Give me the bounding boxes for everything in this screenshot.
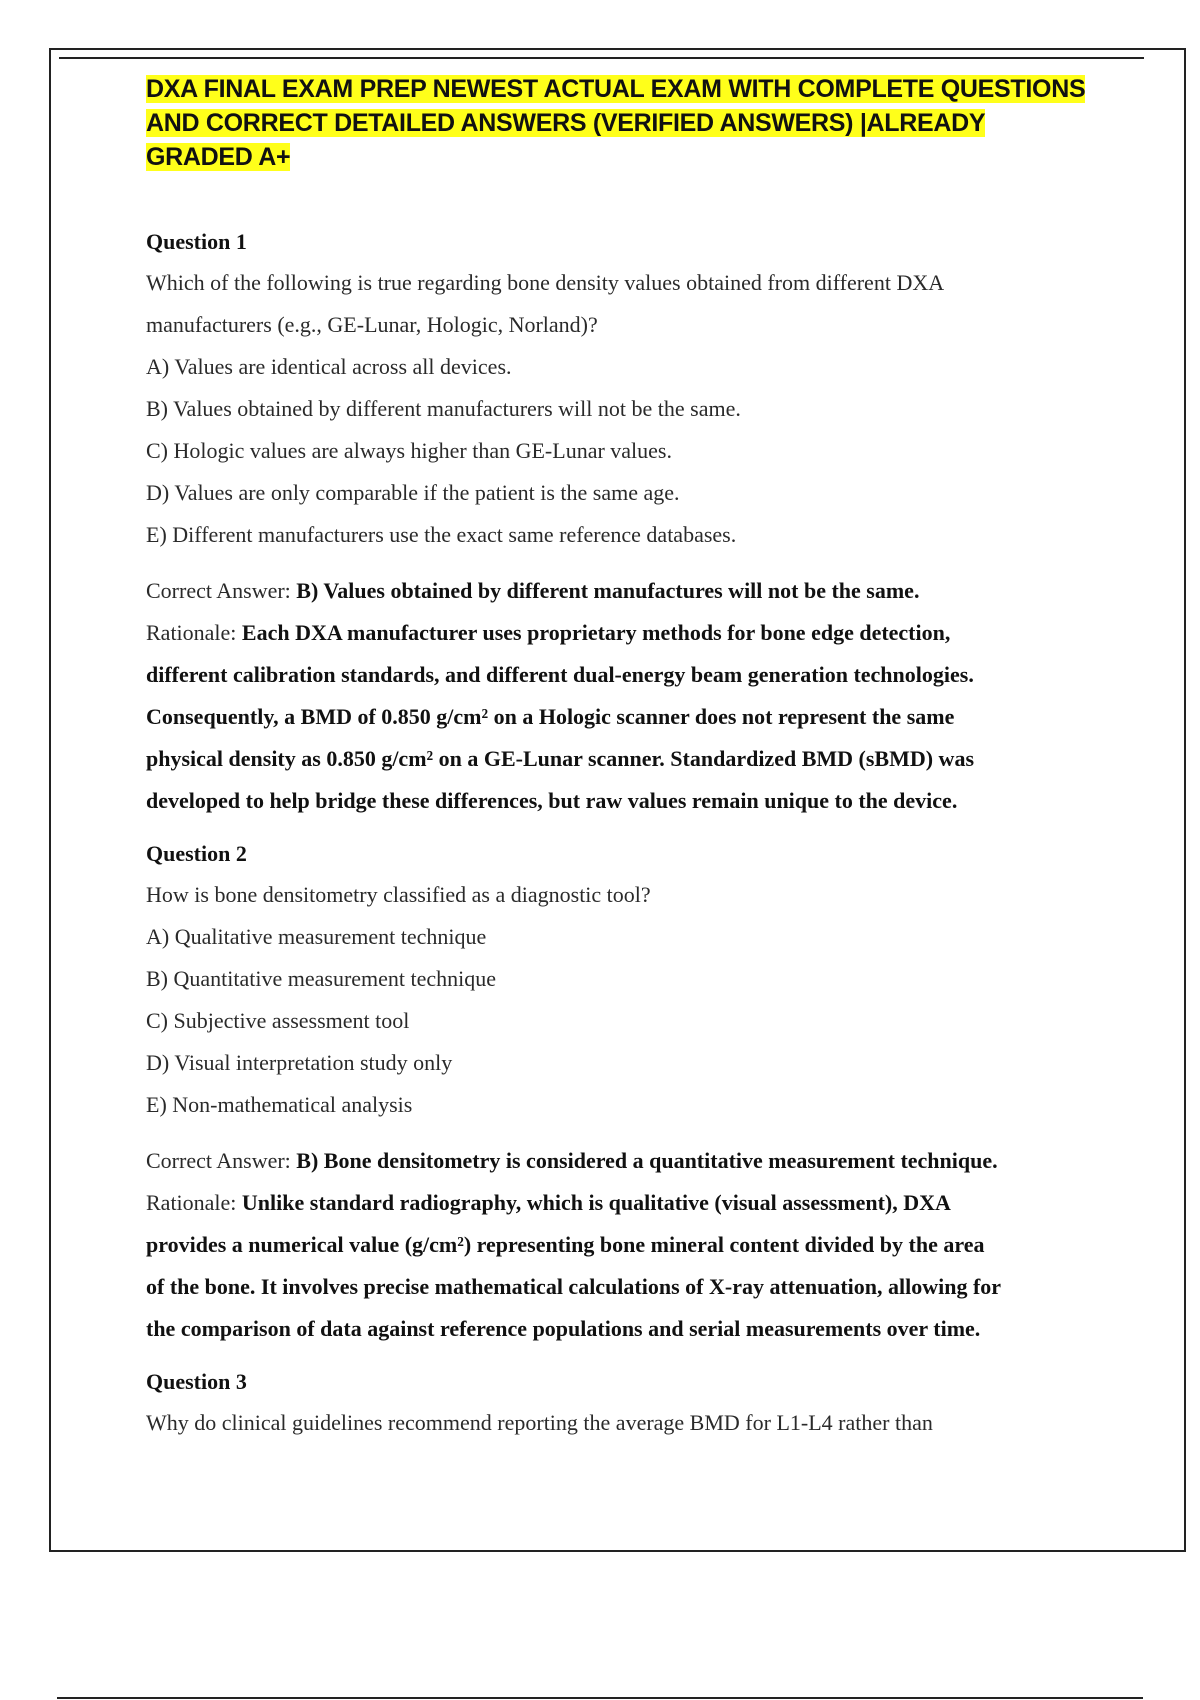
answer-label: Correct Answer: bbox=[146, 1148, 297, 1173]
option-d: D) Visual interpretation study only bbox=[146, 1050, 453, 1075]
rationale-text: of the bone. It involves precise mathematical calculations of X-ray attenuation, allowing for bbox=[146, 1274, 1002, 1299]
question-stem: manufacturers (e.g., GE-Lunar, Hologic, Norland)? bbox=[146, 312, 598, 337]
question-stem: Which of the following is true regarding bone density values obtained from different DXA bbox=[146, 270, 945, 295]
rationale-text: the comparison of data against reference populations and serial measurements over time. bbox=[146, 1316, 981, 1341]
option-e: E) Non-mathematical analysis bbox=[146, 1092, 413, 1117]
question-1 bbox=[146, 228, 1096, 822]
answer-text: B) Values obtained by different manufactures will not be the same. bbox=[296, 578, 920, 603]
question-stem: How is bone densitometry classified as a diagnostic tool? bbox=[146, 882, 651, 907]
option-a: A) Values are identical across all devices. bbox=[146, 354, 512, 379]
rationale bbox=[146, 612, 1096, 654]
question-2 bbox=[146, 840, 1096, 1350]
rationale-label: Rationale: bbox=[146, 1190, 242, 1215]
title-line-1: DXA FINAL EXAM PREP NEWEST ACTUAL EXAM WITH COMPLETE QUESTIONS bbox=[146, 75, 1086, 103]
option-b: B) Values obtained by different manufacturers will not be the same. bbox=[146, 396, 741, 421]
document-body bbox=[146, 72, 1096, 1444]
answer-text: B) Bone densitometry is considered a quantitative measurement technique. bbox=[296, 1148, 998, 1173]
option-c: C) Subjective assessment tool bbox=[146, 1008, 410, 1033]
question-heading: Question 3 bbox=[146, 1369, 247, 1394]
document-title bbox=[146, 72, 1096, 174]
correct-answer bbox=[146, 570, 1096, 612]
rationale-text: Consequently, a BMD of 0.850 g/cm² on a Hologic scanner does not represent the same bbox=[146, 704, 955, 729]
rationale-text: physical density as 0.850 g/cm² on a GE-Lunar scanner. Standardized BMD (sBMD) was bbox=[146, 746, 975, 771]
rationale-text: different calibration standards, and different dual-energy beam generation technologies. bbox=[146, 662, 974, 687]
rationale bbox=[146, 1182, 1096, 1224]
option-c: C) Hologic values are always higher than GE-Lunar values. bbox=[146, 438, 672, 463]
title-line-2: AND CORRECT DETAILED ANSWERS (VERIFIED ANSWERS) |ALREADY GRADED A+ bbox=[146, 109, 986, 171]
question-3 bbox=[146, 1368, 1096, 1444]
correct-answer bbox=[146, 1140, 1096, 1182]
option-e: E) Different manufacturers use the exact same reference databases. bbox=[146, 522, 737, 547]
rationale-label: Rationale: bbox=[146, 620, 242, 645]
rationale-text: developed to help bridge these differences, but raw values remain unique to the device. bbox=[146, 788, 958, 813]
question-heading: Question 1 bbox=[146, 229, 247, 254]
rationale-text: Unlike standard radiography, which is qualitative (visual assessment), DXA bbox=[241, 1190, 951, 1215]
option-b: B) Quantitative measurement technique bbox=[146, 966, 497, 991]
rationale-text: provides a numerical value (g/cm²) representing bone mineral content divided by the area bbox=[146, 1232, 985, 1257]
top-rule bbox=[59, 57, 1144, 59]
option-d: D) Values are only comparable if the patient is the same age. bbox=[146, 480, 680, 505]
rationale-text: Each DXA manufacturer uses proprietary methods for bone edge detection, bbox=[241, 620, 951, 645]
question-stem: Why do clinical guidelines recommend reporting the average BMD for L1-L4 rather than bbox=[146, 1410, 933, 1435]
question-heading: Question 2 bbox=[146, 841, 247, 866]
option-a: A) Qualitative measurement technique bbox=[146, 924, 487, 949]
bottom-rule bbox=[57, 1697, 1143, 1699]
answer-label: Correct Answer: bbox=[146, 578, 297, 603]
